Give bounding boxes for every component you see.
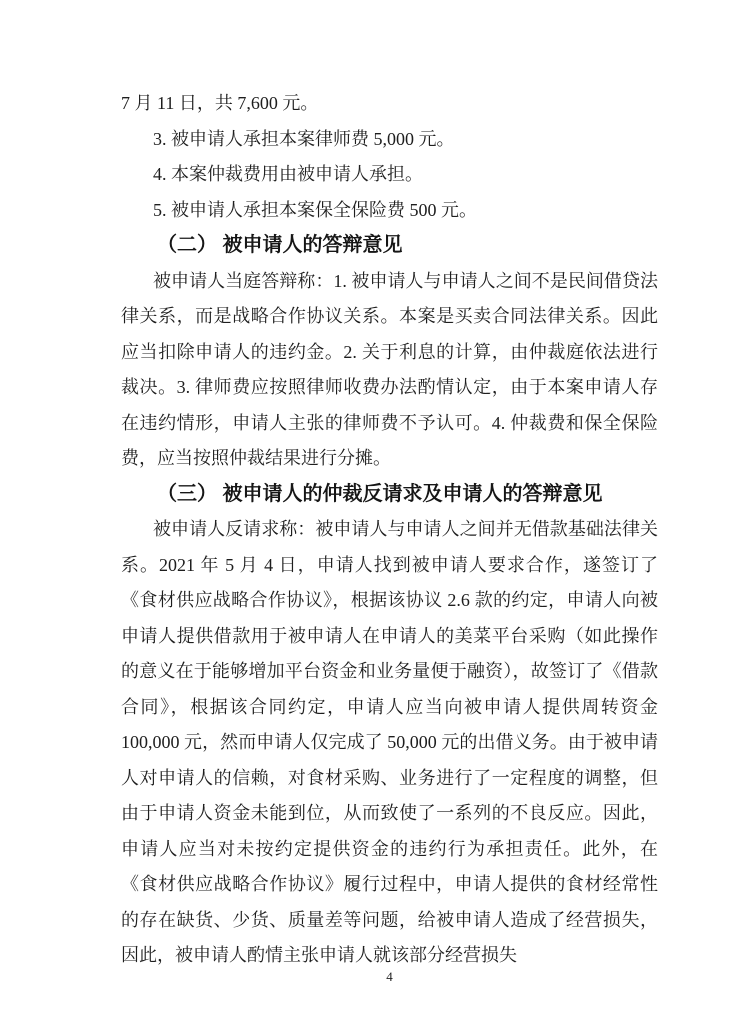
paragraph: 5. 被申请人承担本案保全保险费 500 元。: [153, 199, 477, 220]
page-number: 4: [386, 969, 393, 984]
paragraph: 7 月 11 日，共 7,600 元。: [121, 93, 319, 113]
paragraph: 3. 被申请人承担本案律师费 5,000 元。: [153, 128, 455, 149]
section-heading: （三） 被申请人的仲裁反请求及申请人的答辩意见: [157, 482, 603, 505]
paragraph: 被申请人当庭答辩称：1. 被申请人与申请人之间不是民间借贷法律关系，而是战略合作协议关系。本案是买卖合同法律关系。因此应当扣除申请人的违约金。2. 关于利息的计算，由仲裁庭依法进行裁决。3. 律师费应按照律师收费办法酌情认定，由于本案申请人存在违约情形，申请人主张的律师费不予认可。4. 仲裁费和保全保险费，应当按照仲裁结果进行分摊。: [121, 270, 658, 468]
section-heading: （二） 被申请人的答辩意见: [157, 234, 403, 256]
document-content: [121, 86, 658, 974]
paragraph: 4. 本案仲裁费用由被申请人承担。: [153, 164, 423, 184]
paragraph: 被申请人反请求称：被申请人与申请人之间并无借款基础法律关系。2021 年 5 月 4 日，申请人找到被申请人要求合作，遂签订了《食材供应战略合作协议》，根据该协议 2.6 款的约定，申请人向被申请人提供借款用于被申请人在申请人的美菜平台采购（如此操作的意义在于能够增加平台资金和业务量便于融资），故签订了《借款合同》，根据该合同约定，申请人应当向被申请人提供周转资金 100,000 元，然而申请人仅完成了 50,000 元的出借义务。由于被申请人对申请人的信赖，对食材采购、业务进行了一定程度的调整，但由于申请人资金未能到位，从而致使了一系列的不良反应。因此，申请人应当对未按约定提供资金的违约行为承担责任。此外，在《食材供应战略合作协议》履行过程中，申请人提供的食材经常性的存在缺货、少货、质量差等问题，给被申请人造成了经营损失，因此，被申请人酌情主张申请人就该部分经营损失: [121, 519, 658, 965]
